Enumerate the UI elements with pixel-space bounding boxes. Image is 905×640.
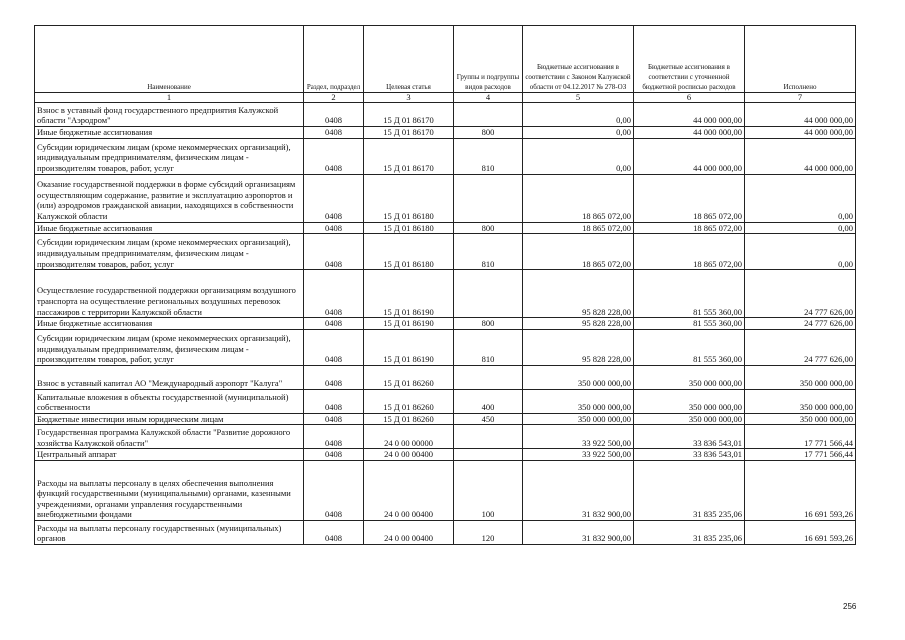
row-name: Субсидии юридическим лицам (кроме некоммерческих организаций), индивидуальным предпринимателям, физическим лицам - производителям товаров, работ, услуг	[35, 234, 304, 270]
table-row	[35, 460, 856, 520]
row-section: 0408	[304, 103, 364, 127]
header-section: Раздел, подраздел	[304, 26, 364, 93]
page-number: 256	[843, 602, 857, 611]
row-section: 0408	[304, 449, 364, 461]
table-row	[35, 222, 856, 234]
row-refined-amount: 81 555 360,00	[634, 318, 745, 330]
header-target: Целевая статья	[364, 26, 454, 93]
row-target: 15 Д 01 86170	[364, 127, 454, 139]
row-target: 15 Д 01 86190	[364, 318, 454, 330]
row-law-amount: 31 832 900,00	[523, 520, 634, 544]
row-name: Расходы на выплаты персоналу в целях обеспечения выполнения функций государственными (муниципальными) органами, казенными учреждениями, органами управления государственными внебюджетными фондами	[35, 460, 304, 520]
table-row	[35, 329, 856, 365]
row-refined-amount: 31 835 235,06	[634, 460, 745, 520]
header-executed: Исполнено	[745, 26, 856, 93]
row-target: 15 Д 01 86260	[364, 389, 454, 413]
table-row	[35, 449, 856, 461]
table-row	[35, 234, 856, 270]
header-refined: Бюджетные ассигнования в соответствии с уточненной бюджетной росписью расходов	[634, 26, 745, 93]
row-section: 0408	[304, 413, 364, 425]
row-group: 810	[454, 329, 523, 365]
table-row	[35, 127, 856, 139]
row-group: 100	[454, 460, 523, 520]
table-row	[35, 389, 856, 413]
row-law-amount: 33 922 500,00	[523, 449, 634, 461]
column-number: 1	[35, 93, 304, 103]
row-law-amount: 350 000 000,00	[523, 389, 634, 413]
row-group	[454, 365, 523, 389]
row-group: 120	[454, 520, 523, 544]
row-refined-amount: 31 835 235,06	[634, 520, 745, 544]
row-executed-amount: 0,00	[745, 234, 856, 270]
row-name: Центральный аппарат	[35, 449, 304, 461]
row-executed-amount: 44 000 000,00	[745, 127, 856, 139]
row-target: 24 0 00 00000	[364, 425, 454, 449]
row-refined-amount: 81 555 360,00	[634, 329, 745, 365]
row-executed-amount: 16 691 593,26	[745, 460, 856, 520]
column-number: 7	[745, 93, 856, 103]
row-law-amount: 18 865 072,00	[523, 222, 634, 234]
row-refined-amount: 44 000 000,00	[634, 127, 745, 139]
row-executed-amount: 0,00	[745, 174, 856, 222]
row-law-amount: 18 865 072,00	[523, 174, 634, 222]
row-executed-amount: 17 771 566,44	[745, 425, 856, 449]
row-law-amount: 350 000 000,00	[523, 413, 634, 425]
table-row	[35, 103, 856, 127]
row-group	[454, 103, 523, 127]
row-refined-amount: 44 000 000,00	[634, 103, 745, 127]
row-executed-amount: 350 000 000,00	[745, 413, 856, 425]
row-section: 0408	[304, 222, 364, 234]
row-executed-amount: 350 000 000,00	[745, 365, 856, 389]
table-row	[35, 174, 856, 222]
row-group: 810	[454, 234, 523, 270]
table-body	[35, 103, 856, 545]
row-name: Субсидии юридическим лицам (кроме некоммерческих организаций), индивидуальным предпринимателям, физическим лицам - производителям товаров, работ, услуг	[35, 329, 304, 365]
row-target: 15 Д 01 86180	[364, 174, 454, 222]
row-law-amount: 95 828 228,00	[523, 318, 634, 330]
table-row	[35, 138, 856, 174]
budget-sheet	[34, 25, 855, 545]
row-refined-amount: 33 836 543,01	[634, 425, 745, 449]
row-name: Капитальные вложения в объекты государственной (муниципальной) собственности	[35, 389, 304, 413]
header-row	[35, 26, 856, 93]
row-group: 810	[454, 138, 523, 174]
row-name: Иные бюджетные ассигнования	[35, 318, 304, 330]
row-executed-amount: 44 000 000,00	[745, 103, 856, 127]
row-executed-amount: 24 777 626,00	[745, 329, 856, 365]
table-row	[35, 318, 856, 330]
header-name: Наименование	[35, 26, 304, 93]
row-section: 0408	[304, 138, 364, 174]
row-name: Взнос в уставный фонд государственного предприятия Калужской области "Аэродром"	[35, 103, 304, 127]
row-executed-amount: 17 771 566,44	[745, 449, 856, 461]
column-number-row	[35, 93, 856, 103]
row-section: 0408	[304, 460, 364, 520]
row-refined-amount: 33 836 543,01	[634, 449, 745, 461]
row-name: Взнос в уставный капитал АО "Международный аэропорт "Калуга"	[35, 365, 304, 389]
row-section: 0408	[304, 318, 364, 330]
table-row	[35, 520, 856, 544]
row-law-amount: 95 828 228,00	[523, 329, 634, 365]
table-row	[35, 413, 856, 425]
row-refined-amount: 18 865 072,00	[634, 174, 745, 222]
row-target: 15 Д 01 86260	[364, 365, 454, 389]
row-executed-amount: 350 000 000,00	[745, 389, 856, 413]
row-group: 400	[454, 389, 523, 413]
column-number: 4	[454, 93, 523, 103]
row-refined-amount: 18 865 072,00	[634, 222, 745, 234]
table-row	[35, 270, 856, 318]
row-section: 0408	[304, 329, 364, 365]
row-name: Государственная программа Калужской области "Развитие дорожного хозяйства Калужской области"	[35, 425, 304, 449]
row-name: Оказание государственной поддержки в форме субсидий организациям осуществляющим содержание, развитие и эксплуатацию аэропортов и (или) аэродромов гражданской авиации, находящихся в собственности Калужской области	[35, 174, 304, 222]
row-law-amount: 33 922 500,00	[523, 425, 634, 449]
row-section: 0408	[304, 234, 364, 270]
row-section: 0408	[304, 389, 364, 413]
column-number: 3	[364, 93, 454, 103]
row-law-amount: 0,00	[523, 103, 634, 127]
header-law: Бюджетные ассигнования в соответствии с Законом Калужской области от 04.12.2017 № 278-ОЗ	[523, 26, 634, 93]
row-group: 800	[454, 127, 523, 139]
row-group	[454, 174, 523, 222]
row-section: 0408	[304, 127, 364, 139]
row-section: 0408	[304, 425, 364, 449]
row-name: Бюджетные инвестиции иным юридическим лицам	[35, 413, 304, 425]
row-executed-amount: 24 777 626,00	[745, 270, 856, 318]
row-executed-amount: 24 777 626,00	[745, 318, 856, 330]
row-group: 450	[454, 413, 523, 425]
row-group	[454, 449, 523, 461]
row-target: 15 Д 01 86180	[364, 222, 454, 234]
row-target: 15 Д 01 86190	[364, 329, 454, 365]
row-group	[454, 270, 523, 318]
row-refined-amount: 18 865 072,00	[634, 234, 745, 270]
row-law-amount: 18 865 072,00	[523, 234, 634, 270]
row-target: 15 Д 01 86170	[364, 103, 454, 127]
row-law-amount: 350 000 000,00	[523, 365, 634, 389]
row-target: 15 Д 01 86260	[364, 413, 454, 425]
row-executed-amount: 44 000 000,00	[745, 138, 856, 174]
row-law-amount: 95 828 228,00	[523, 270, 634, 318]
row-target: 24 0 00 00400	[364, 520, 454, 544]
budget-table	[34, 25, 856, 545]
row-group: 800	[454, 222, 523, 234]
row-law-amount: 0,00	[523, 138, 634, 174]
row-section: 0408	[304, 365, 364, 389]
row-group: 800	[454, 318, 523, 330]
row-executed-amount: 0,00	[745, 222, 856, 234]
row-refined-amount: 44 000 000,00	[634, 138, 745, 174]
row-section: 0408	[304, 270, 364, 318]
row-name: Осуществление государственной поддержки организациям воздушного транспорта на осуществление региональных воздушных перевозок пассажиров с территории Калужской области	[35, 270, 304, 318]
row-target: 24 0 00 00400	[364, 449, 454, 461]
row-name: Расходы на выплаты персоналу государственных (муниципальных) органов	[35, 520, 304, 544]
header-groups: Группы и подгруппы видов расходов	[454, 26, 523, 93]
row-refined-amount: 350 000 000,00	[634, 389, 745, 413]
row-executed-amount: 16 691 593,26	[745, 520, 856, 544]
row-target: 15 Д 01 86170	[364, 138, 454, 174]
row-target: 15 Д 01 86190	[364, 270, 454, 318]
row-target: 15 Д 01 86180	[364, 234, 454, 270]
column-number: 2	[304, 93, 364, 103]
table-row	[35, 365, 856, 389]
table-row	[35, 425, 856, 449]
row-section: 0408	[304, 520, 364, 544]
row-group	[454, 425, 523, 449]
row-target: 24 0 00 00400	[364, 460, 454, 520]
row-refined-amount: 350 000 000,00	[634, 413, 745, 425]
row-law-amount: 31 832 900,00	[523, 460, 634, 520]
column-number: 6	[634, 93, 745, 103]
row-name: Иные бюджетные ассигнования	[35, 222, 304, 234]
row-law-amount: 0,00	[523, 127, 634, 139]
column-number: 5	[523, 93, 634, 103]
row-name: Иные бюджетные ассигнования	[35, 127, 304, 139]
row-refined-amount: 350 000 000,00	[634, 365, 745, 389]
row-refined-amount: 81 555 360,00	[634, 270, 745, 318]
row-name: Субсидии юридическим лицам (кроме некоммерческих организаций), индивидуальным предпринимателям, физическим лицам - производителям товаров, работ, услуг	[35, 138, 304, 174]
row-section: 0408	[304, 174, 364, 222]
